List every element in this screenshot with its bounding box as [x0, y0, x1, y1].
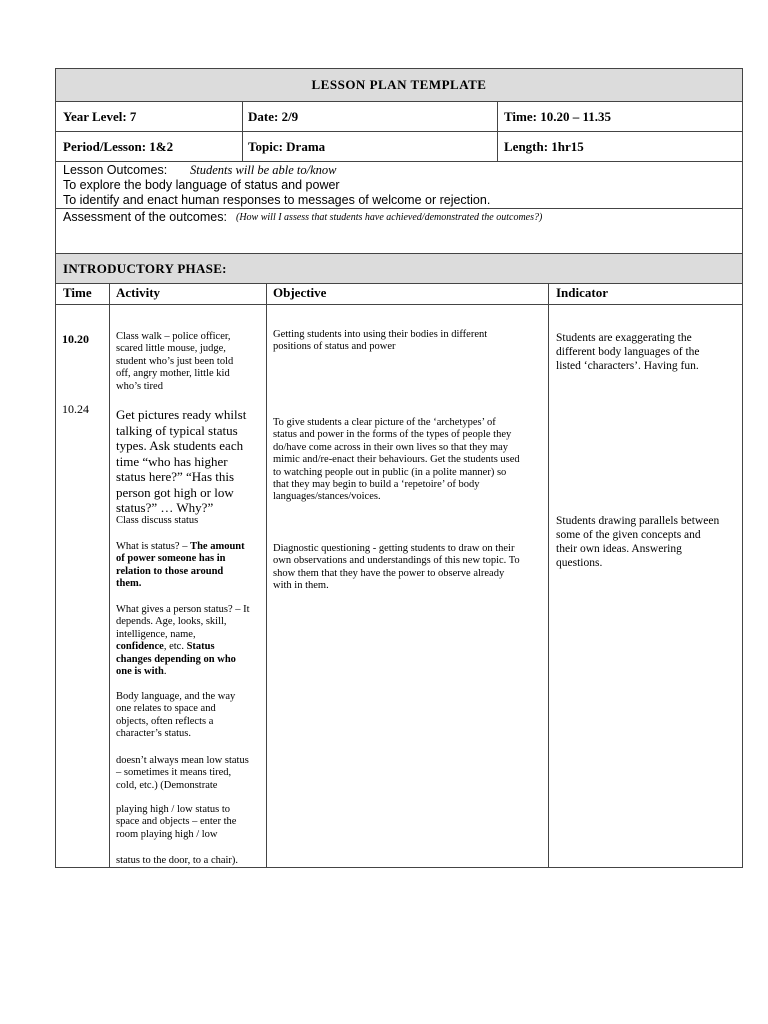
time-1: 10.20: [62, 332, 89, 346]
topic: Topic: Drama: [248, 139, 326, 154]
outcome-2: To identify and enact human responses to messages of welcome or rejection.: [63, 193, 491, 207]
activity-8: playing high / low status to space and objects – enter the room playing high / low: [116, 804, 237, 840]
activity-6: Body language, and the way one relates to space and objects, often reflects a character’s status.: [116, 691, 236, 740]
col-time: Time: [63, 285, 92, 300]
indicator-1: Students are exaggerating the different body languages of the listed ‘characters’. Having fun.: [556, 332, 700, 372]
indicator-2: Students drawing parallels between some of the given concepts and their own ideas. Answering questions.: [556, 515, 720, 569]
assessment-prompt: (How will I assess that students have achieved/demonstrated the outcomes?): [236, 212, 543, 223]
activity-3: Class discuss status: [116, 515, 199, 526]
activity-9: status to the door, to a chair).: [116, 855, 239, 866]
col-objective: Objective: [273, 285, 327, 300]
objective-2: To give students a clear picture of the ‘archetypes’ of status and power in the forms of the types of people they do/have come across in their own lives so that they may mimic and/re-enact their behaviours. Get the students used to watching people out in public (in a polite manner) so that they may begin to build a ‘repetoire’ of body languages/stances/voices.: [273, 417, 520, 503]
outcome-1: To explore the body language of status and power: [63, 178, 340, 192]
page-title: LESSON PLAN TEMPLATE: [311, 77, 487, 92]
activity-4: What is status? – The amount of power someone has in relation to those around them.: [116, 541, 245, 590]
activity-2: Get pictures ready whilst talking of typical status types. Ask students each time “who has higher status here?” “Has this person got high or low status?” … Why?”: [116, 407, 247, 515]
year-level: Year Level: 7: [63, 109, 137, 124]
time: Time: 10.20 – 11.35: [504, 109, 612, 124]
col-activity: Activity: [116, 285, 161, 300]
phase-heading: INTRODUCTORY PHASE:: [63, 261, 227, 276]
outcomes-prompt: Students will be able to/know: [190, 163, 337, 177]
objective-3: Diagnostic questioning - getting students to draw on their own observations and understandings of this new topic. To show them that they have the power to observe already with in them.: [273, 543, 520, 592]
period-lesson: Period/Lesson: 1&2: [63, 139, 174, 154]
activity-7: doesn’t always mean low status – sometimes it means tired, cold, etc.) (Demonstrate: [116, 755, 249, 791]
objective-1: Getting students into using their bodies in different positions of status and power: [273, 329, 488, 353]
time-2: 10.24: [62, 402, 89, 416]
activity-1: Class walk – police officer, scared little mouse, judge, student who’s just been told off, angry mother, little kid who’s tired: [116, 331, 234, 392]
activity-5: What gives a person status? – It depends. Age, looks, skill, intelligence, name, confidence, etc. Status changes depending on who one is with.: [116, 604, 250, 678]
assessment-label: Assessment of the outcomes:: [63, 210, 227, 224]
date: Date: 2/9: [248, 109, 299, 124]
length: Length: 1hr15: [504, 139, 584, 154]
col-indicator: Indicator: [556, 285, 608, 300]
outcomes-label: Lesson Outcomes:: [63, 163, 168, 177]
